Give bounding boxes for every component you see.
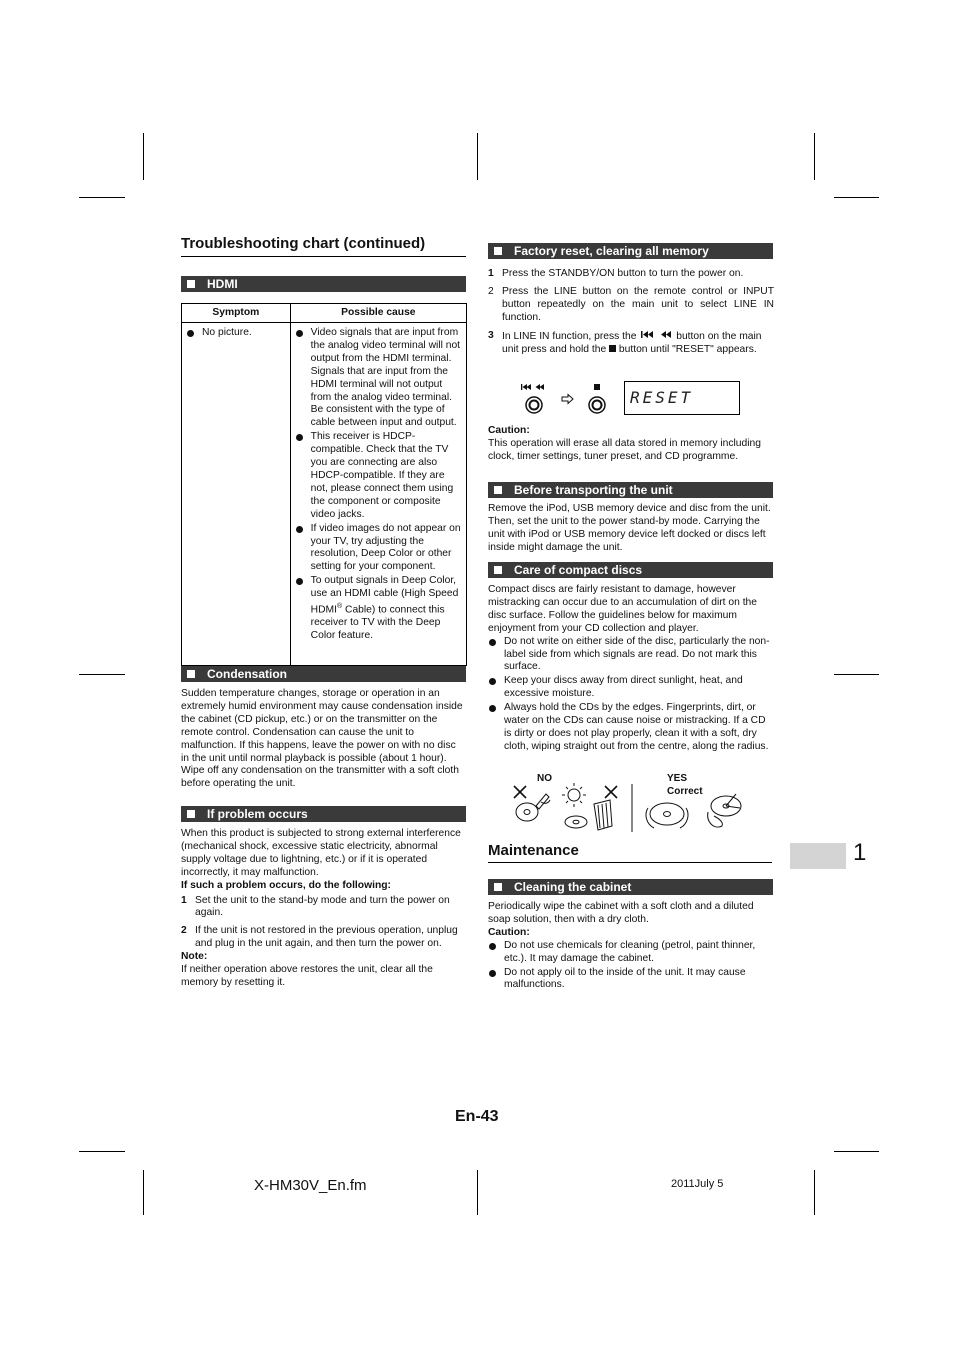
bullet-text: Keep your discs away from direct sunlight, heat, and excessive moisture. xyxy=(504,675,743,700)
caution-label: Caution: xyxy=(488,425,530,436)
step-text: Set the unit to the stand-by mode and turn the power on again. xyxy=(195,894,450,919)
step-text: In LINE IN function, press the xyxy=(502,330,640,342)
symptom-cell xyxy=(182,323,291,666)
section-title: Troubleshooting chart (continued) xyxy=(181,235,426,252)
discs-heading-label: Care of compact discs xyxy=(514,563,643,577)
disc-icon xyxy=(565,816,587,828)
problem-paragraph: When this product is subjected to strong external interference (mechanical shock, excessive static electricity, abnormal supply voltage due to lightning, etc.) or if it is operated incorrectly, it may malfunction. xyxy=(181,828,461,878)
step-number: 2 xyxy=(181,925,187,937)
condensation-heading xyxy=(181,666,466,682)
problem-heading xyxy=(181,806,466,822)
cabinet-paragraph: Periodically wipe the cabinet with a soft cloth and a diluted soap solution, then with a dry cloth. xyxy=(488,901,754,925)
cause-text: Video signals that are input from the analog video terminal will not output from the HDMI terminal. Signals that are input from the HDMI terminal will not output from the analog video terminal. Be consistent with the type of cable between input and output. xyxy=(310,327,461,429)
crop-mark xyxy=(834,197,879,198)
caution-paragraph: This operation will erase all data stored in memory including clock, timer settings, tuner preset, and CD programme. xyxy=(488,437,761,462)
condensation-heading-label: Condensation xyxy=(207,667,287,681)
table-row xyxy=(182,323,467,666)
cross-icon xyxy=(514,786,617,798)
cabinet-heading-label: Cleaning the cabinet xyxy=(514,880,632,894)
cabinet-heading xyxy=(488,879,773,895)
bullet-text: Do not use chemicals for cleaning (petrol, paint thinner, etc.). It may damage the cabinet. xyxy=(504,939,756,964)
page-number: En-43 xyxy=(455,1108,499,1125)
hdmi-heading-label: HDMI xyxy=(207,277,238,291)
cause-cell xyxy=(290,323,466,666)
crop-mark xyxy=(79,197,125,198)
discs-heading xyxy=(488,562,773,578)
cabinet-bullets xyxy=(488,940,774,993)
step-number: 1 xyxy=(181,894,187,906)
note-label: Note: xyxy=(181,951,208,963)
square-bullet-icon xyxy=(494,883,502,891)
stop-icon xyxy=(594,384,600,390)
bullet-text: Do not write on either side of the disc, particularly the non-label side from which signals are read. Do not mark this surface. xyxy=(504,635,770,673)
transport-heading-label: Before transporting the unit xyxy=(514,483,673,497)
registered-mark: ® xyxy=(336,603,343,611)
sun-icon xyxy=(562,783,586,807)
problem-bold-line: If such a problem occurs, do the following: xyxy=(181,879,391,891)
bullet-icon xyxy=(489,678,496,685)
crop-mark xyxy=(834,674,879,675)
problem-steps xyxy=(181,895,466,952)
list-item xyxy=(488,286,774,325)
crop-mark xyxy=(79,674,125,675)
list-item xyxy=(181,895,466,921)
bullet-icon xyxy=(489,943,496,950)
square-bullet-icon xyxy=(494,486,502,494)
reset-button-illustration xyxy=(515,380,615,416)
factory-reset-heading xyxy=(488,243,773,259)
problem-block xyxy=(181,828,466,990)
maintenance-title: Maintenance xyxy=(488,842,579,859)
hdmi-heading xyxy=(181,276,466,292)
bullet-icon xyxy=(296,526,303,533)
list-item xyxy=(295,575,462,643)
troubleshooting-table xyxy=(181,303,467,666)
symptom-text: No picture. xyxy=(202,327,252,338)
symptom-header: Symptom xyxy=(182,304,291,323)
disc-handling-illustration xyxy=(508,782,753,834)
stop-icon xyxy=(609,345,616,352)
cause-list xyxy=(295,327,462,643)
cause-text: This receiver is HDCP-compatible. Check that the TV you are connecting are also HDCP-compatible. If they are not, please connect them using the component or composite video jacks. xyxy=(310,431,454,520)
bullet-icon xyxy=(296,578,303,585)
discs-bullets xyxy=(488,636,774,754)
transport-heading xyxy=(488,482,773,498)
bullet-icon xyxy=(489,639,496,646)
list-item xyxy=(488,268,774,281)
disc-writing-icon xyxy=(516,794,550,821)
crop-mark xyxy=(834,1151,879,1152)
title-rule xyxy=(181,256,466,257)
cabinet-block xyxy=(488,901,774,993)
button-icon xyxy=(526,397,542,413)
crop-mark xyxy=(814,133,815,180)
step-number: 3 xyxy=(488,329,494,341)
no-label: NO xyxy=(537,773,552,784)
step-text: Press the LINE button on the remote control or INPUT button repeatedly on the main unit to select LINE IN function. xyxy=(502,285,774,323)
transport-paragraph: Remove the iPod, USB memory device and disc from the unit. Then, set the unit to the power stand-by mode. Carrying the unit with iPod or USB memory device left docked or discs left inside might damage the unit. xyxy=(488,503,771,553)
heater-icon xyxy=(594,800,612,830)
step-text: button until "RESET" appears. xyxy=(616,343,757,355)
square-bullet-icon xyxy=(494,566,502,574)
cause-header: Possible cause xyxy=(290,304,466,323)
list-item xyxy=(186,327,286,340)
list-item xyxy=(488,702,774,754)
cause-text: Cable) to connect this receiver to TV with the Deep Color feature. xyxy=(310,604,445,642)
step-text: Press the STANDBY/ON button to turn the power on. xyxy=(502,268,744,279)
table-header-row xyxy=(182,304,467,323)
list-item xyxy=(295,327,462,430)
crop-mark xyxy=(477,133,478,180)
yes-label: YES xyxy=(667,773,688,784)
step-number: 1 xyxy=(488,268,494,279)
side-tab-number: 1 xyxy=(853,839,867,866)
crop-mark xyxy=(79,1151,125,1152)
list-item xyxy=(488,967,774,993)
square-bullet-icon xyxy=(187,670,195,678)
crop-mark xyxy=(143,1170,144,1215)
caution-block xyxy=(488,425,774,464)
discs-block xyxy=(488,584,774,755)
step-text: button on the main unit press and hold the xyxy=(502,330,762,355)
bullet-icon xyxy=(296,330,303,337)
factory-reset-steps xyxy=(488,268,774,361)
bullet-text: Do not apply oil to the inside of the unit. It may cause malfunctions. xyxy=(504,966,746,991)
cause-text: If video images do not appear on your TV, try adjusting the resolution, Deep Color or other setting for your component. xyxy=(310,522,461,573)
cabinet-caution-label: Caution: xyxy=(488,926,530,938)
step-number: 2 xyxy=(488,285,494,297)
correct-label: Correct xyxy=(667,786,703,797)
list-item xyxy=(488,636,774,675)
button-icon xyxy=(589,397,605,413)
square-bullet-icon xyxy=(187,810,195,818)
crop-mark xyxy=(143,133,144,180)
wiping-disc-icon xyxy=(708,794,741,827)
square-bullet-icon xyxy=(494,247,502,255)
symptom-list xyxy=(186,327,286,340)
bullet-icon xyxy=(489,705,496,712)
bullet-text: Always hold the CDs by the edges. Fingerprints, dirt, or water on the CDs can cause noise or mistracking. If a CD is dirty or does not play properly, clean it with a soft, dry cloth, wiping straight out from the centre, along the radius. xyxy=(504,702,769,752)
cause-text: To output signals in Deep Color, use an HDMI cable (High Speed HDMI xyxy=(310,575,459,616)
lcd-display: RESET xyxy=(624,381,740,415)
list-item xyxy=(295,431,462,521)
note-paragraph: If neither operation above restores the unit, clear all the memory by resetting it. xyxy=(181,964,433,988)
list-item xyxy=(181,925,466,951)
skip-back-icon xyxy=(521,384,544,390)
list-item xyxy=(488,675,774,701)
square-bullet-icon xyxy=(187,280,195,288)
list-item xyxy=(488,940,774,966)
crop-mark xyxy=(477,1170,478,1215)
bullet-icon xyxy=(489,970,496,977)
list-item xyxy=(488,330,774,357)
factory-reset-heading-label: Factory reset, clearing all memory xyxy=(514,244,709,258)
problem-heading-label: If problem occurs xyxy=(207,807,308,821)
bullet-icon xyxy=(187,330,194,337)
hands-holding-disc-icon xyxy=(646,803,688,828)
condensation-paragraph: Sudden temperature changes, storage or operation in an extremely humid environment may cause condensation inside the cabinet (CD pickup, etc.) or on the transmitter on the remote control. Condensation can cause the unit to malfunction. If this happens, leave the power on with no disc in the unit until normal playback is possible (about 1 hour). Wipe off any condensation on the transmitter with a soft cloth before operating the unit. xyxy=(181,688,463,790)
discs-paragraph: Compact discs are fairly resistant to damage, however mistracking can occur due to an accumulation of dirt on the disc surface. Follow the guidelines below for maximum enjoyment from your CD collection and player. xyxy=(488,584,758,634)
arrow-right-icon xyxy=(562,395,573,404)
skip-back-icon xyxy=(639,330,673,339)
crop-mark xyxy=(814,1170,815,1215)
list-item xyxy=(295,523,462,575)
footer-date: 2011July 5 xyxy=(671,1178,724,1190)
step-text: If the unit is not restored in the previous operation, unplug and plug in the unit again, and then turn the power on. xyxy=(195,925,458,950)
bullet-icon xyxy=(296,434,303,441)
title-rule xyxy=(488,862,772,863)
side-tab xyxy=(790,843,846,869)
footer-filename: X-HM30V_En.fm xyxy=(254,1177,367,1194)
